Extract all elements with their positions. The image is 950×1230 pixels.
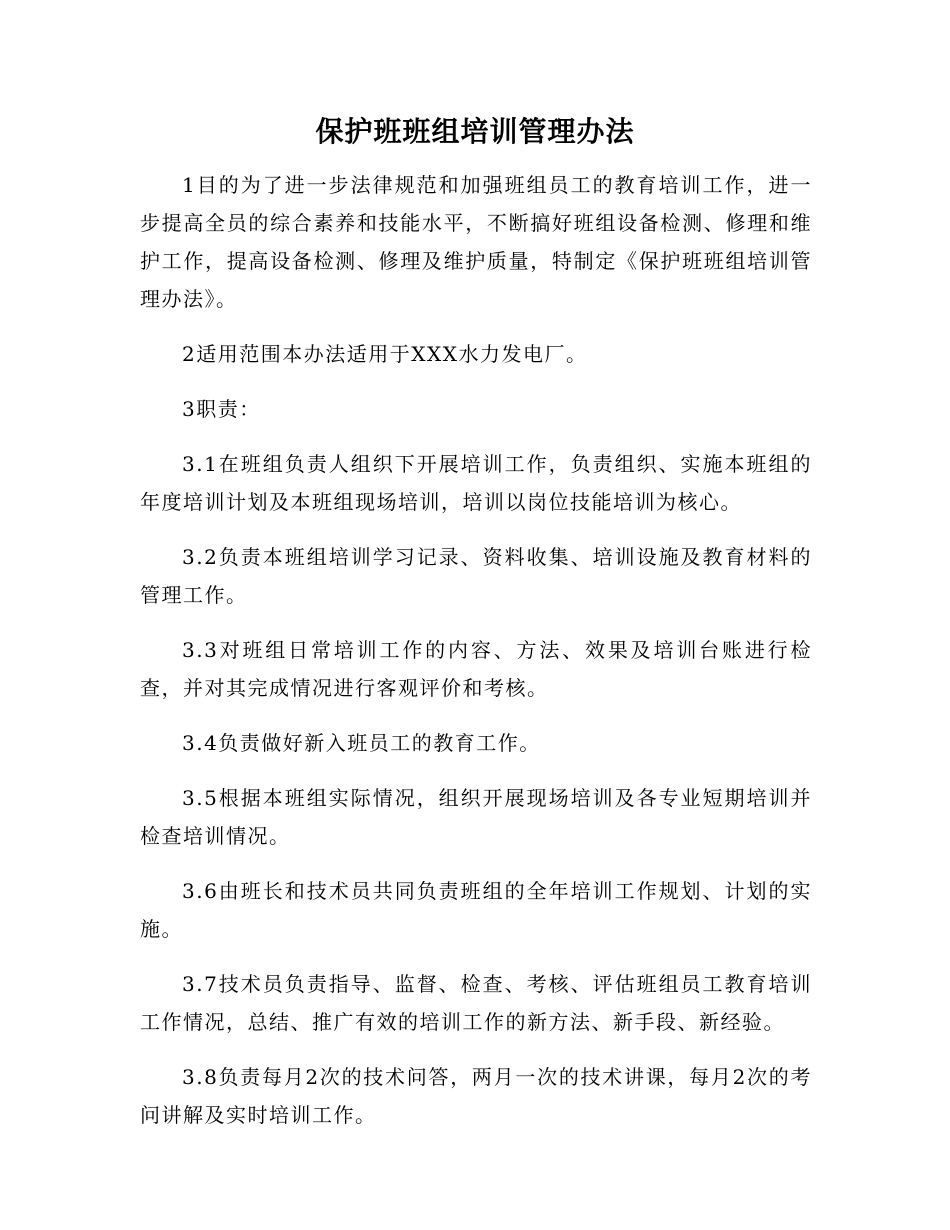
paragraph-3-7: 3.7技术员负责指导、监督、检查、考核、评估班组员工教育培训工作情况，总结、推广有效的培训工作的新方法、新手段、新经验。: [140, 972, 812, 1034]
paragraph-3-5: 3.5根据本班组实际情况，组织开展现场培训及各专业短期培训并检查培训情况。: [140, 786, 812, 848]
document-body: [140, 166, 812, 1151]
paragraph-3-8: 3.8负责每月2次的技术问答，两月一次的技术讲课，每月2次的考问讲解及实时培训工作。: [140, 1065, 812, 1127]
paragraph-3-1: 3.1在班组负责人组织下开展培训工作，负责组织、实施本班组的年度培训计划及本班组现场培训，培训以岗位技能培训为核心。: [140, 452, 812, 514]
paragraph-purpose: 1目的为了进一步法律规范和加强班组员工的教育培训工作，进一步提高全员的综合素养和技能水平，不断搞好班组设备检测、修理和维护工作，提高设备检测、修理及维护质量，特制定《保护班班组培训管理办法》。: [140, 173, 812, 311]
paragraph-responsibilities-heading: 3职责：: [182, 397, 261, 421]
paragraph-3-3: 3.3对班组日常培训工作的内容、方法、效果及培训台账进行检查，并对其完成情况进行客观评价和考核。: [140, 638, 812, 700]
paragraph-scope: 2适用范围本办法适用于XXX水力发电厂。: [182, 342, 588, 366]
paragraph-3-2: 3.2负责本班组培训学习记录、资料收集、培训设施及教育材料的管理工作。: [140, 545, 812, 607]
paragraph-3-6: 3.6由班长和技术员共同负责班组的全年培训工作规划、计划的实施。: [140, 879, 812, 941]
document-title: 保护班班组培训管理办法: [315, 115, 635, 148]
paragraph-3-4: 3.4负责做好新入班员工的教育工作。: [182, 731, 541, 755]
